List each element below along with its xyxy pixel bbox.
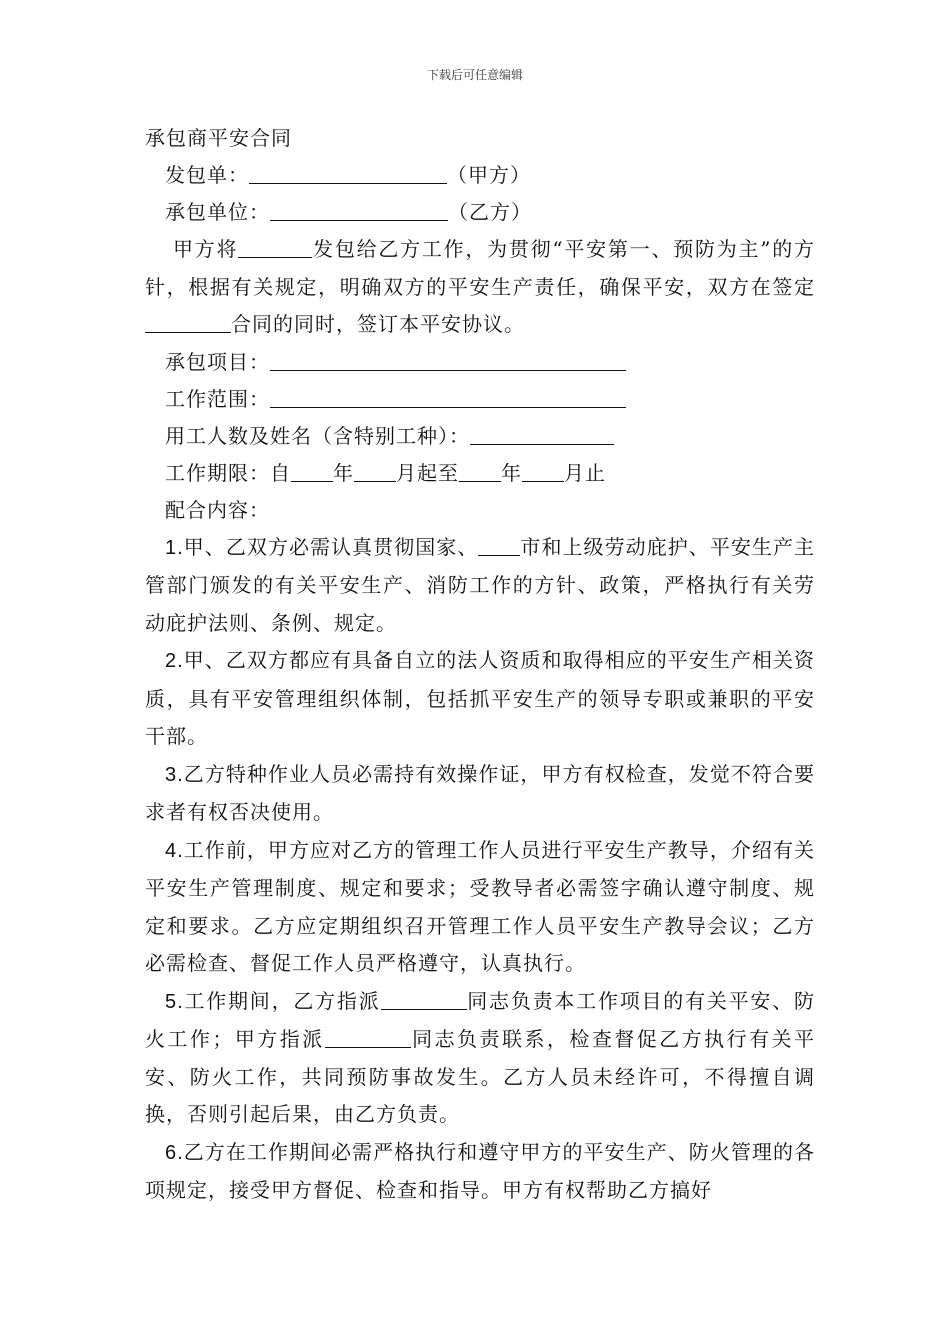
period-text-a: 工作期限：自 — [165, 460, 291, 485]
end-year-blank[interactable] — [459, 461, 501, 482]
item-1-city-blank[interactable] — [478, 535, 520, 556]
period-text-e: 月止 — [564, 460, 606, 485]
scope-blank[interactable] — [270, 387, 626, 408]
employer-suffix: （甲方） — [447, 163, 531, 187]
item-2-number: 2. — [165, 650, 184, 672]
item-1-text-b: 市和上级劳动庇护、平安生产主管部门颁发的有关平安生产、消防工作的方针、政策，严格执行有关劳动庇护法则、条例、规定。 — [145, 534, 816, 635]
item-3-number: 3. — [165, 763, 184, 786]
start-month-blank[interactable] — [354, 461, 396, 482]
workers-line — [145, 418, 815, 455]
employer-blank[interactable] — [249, 163, 447, 184]
page-header: 下载后可任意编辑 — [426, 68, 523, 82]
item-5-text-a: 工作期间，乙方指派 — [183, 988, 381, 1013]
item-6-text: 乙方在工作期间必需严格执行和遵守甲方的平安生产、防火管理的各项规定，接受甲方督促、检查和指导。甲方有权帮助乙方搞好 — [145, 1139, 815, 1202]
period-text-d: 年 — [501, 460, 522, 485]
item-4 — [145, 832, 815, 983]
item-6 — [145, 1134, 815, 1210]
contractor-line — [145, 194, 815, 231]
item-4-number: 4. — [165, 839, 184, 862]
workers-blank[interactable] — [470, 424, 614, 445]
scope-label: 工作范围： — [165, 386, 270, 411]
coop-heading: 配合内容： — [165, 497, 270, 522]
workers-label: 用工人数及姓名（含特别工种）： — [165, 423, 470, 448]
intro-paragraph — [145, 231, 815, 344]
item-5-number: 5. — [165, 990, 184, 1013]
scope-line — [145, 381, 815, 418]
intro-text-c: 合同的同时，签订本平安协议。 — [231, 312, 525, 336]
contractor-blank[interactable] — [270, 200, 448, 221]
contractor-suffix: （乙方） — [448, 200, 532, 224]
contractor-label: 承包单位： — [165, 200, 270, 224]
intro-text-b: 发包给乙方工作，为贯彻“平安第一、预防为主”的方针，根据有关规定，明确双方的平安生产责任，确保平安，双方在签定 — [145, 237, 816, 299]
item-5 — [145, 983, 815, 1134]
project-blank[interactable] — [270, 350, 626, 371]
item-1-text-a: 甲、乙双方必需认真贯彻国家、 — [183, 534, 479, 559]
item-6-number: 6. — [165, 1141, 184, 1164]
item-2-text: 甲、乙双方都应有具备自立的法人资质和取得相应的平安生产相关资质，具有平安管理组织体制，包括抓平安生产的领导专职或兼职的平安干部。 — [145, 648, 815, 748]
employer-line — [145, 157, 815, 194]
item-3 — [145, 756, 815, 832]
intro-contract-blank[interactable] — [145, 312, 231, 333]
item-3-text: 乙方特种作业人员必需持有效操作证，甲方有权检查，发觉不符合要求者有权否决使用。 — [145, 761, 815, 824]
end-month-blank[interactable] — [522, 461, 564, 482]
item-5-text-c: 同志负责联系，检查督促乙方执行有关平安、防火工作，共同预防事故发生。乙方人员未经许可，不得擅自调换，否则引起后果，由乙方负责。 — [145, 1027, 816, 1126]
item-1-number: 1. — [165, 536, 184, 559]
intro-text-a: 甲方将 — [173, 237, 239, 261]
document-title: 承包商平安合同 — [145, 126, 292, 150]
period-text-b: 年 — [333, 460, 354, 485]
item-5-text-b: 同志负责本工作项目的有关平安、防火工作；甲方指派 — [145, 988, 815, 1051]
item-2 — [145, 642, 815, 756]
intro-project-blank[interactable] — [238, 237, 312, 258]
period-line — [145, 455, 815, 492]
item-4-text: 工作前，甲方应对乙方的管理工作人员进行平安生产教导，介绍有关平安生产管理制度、规定和要求；受教导者必需签字确认遵守制度、规定和要求。乙方应定期组织召开管理工作人员平安生产教导会议；乙方必需检查、督促工作人员严格遵守，认真执行。 — [145, 837, 815, 975]
item-5-employer-contact-blank[interactable] — [325, 1027, 411, 1048]
employer-label: 发包单： — [165, 163, 249, 187]
item-5-contractor-contact-blank[interactable] — [381, 989, 467, 1010]
document-body — [145, 120, 815, 1210]
item-1 — [145, 529, 815, 643]
project-label: 承包项目： — [165, 349, 270, 374]
start-year-blank[interactable] — [291, 461, 333, 482]
project-line — [145, 344, 815, 381]
period-text-c: 月起至 — [396, 460, 459, 485]
